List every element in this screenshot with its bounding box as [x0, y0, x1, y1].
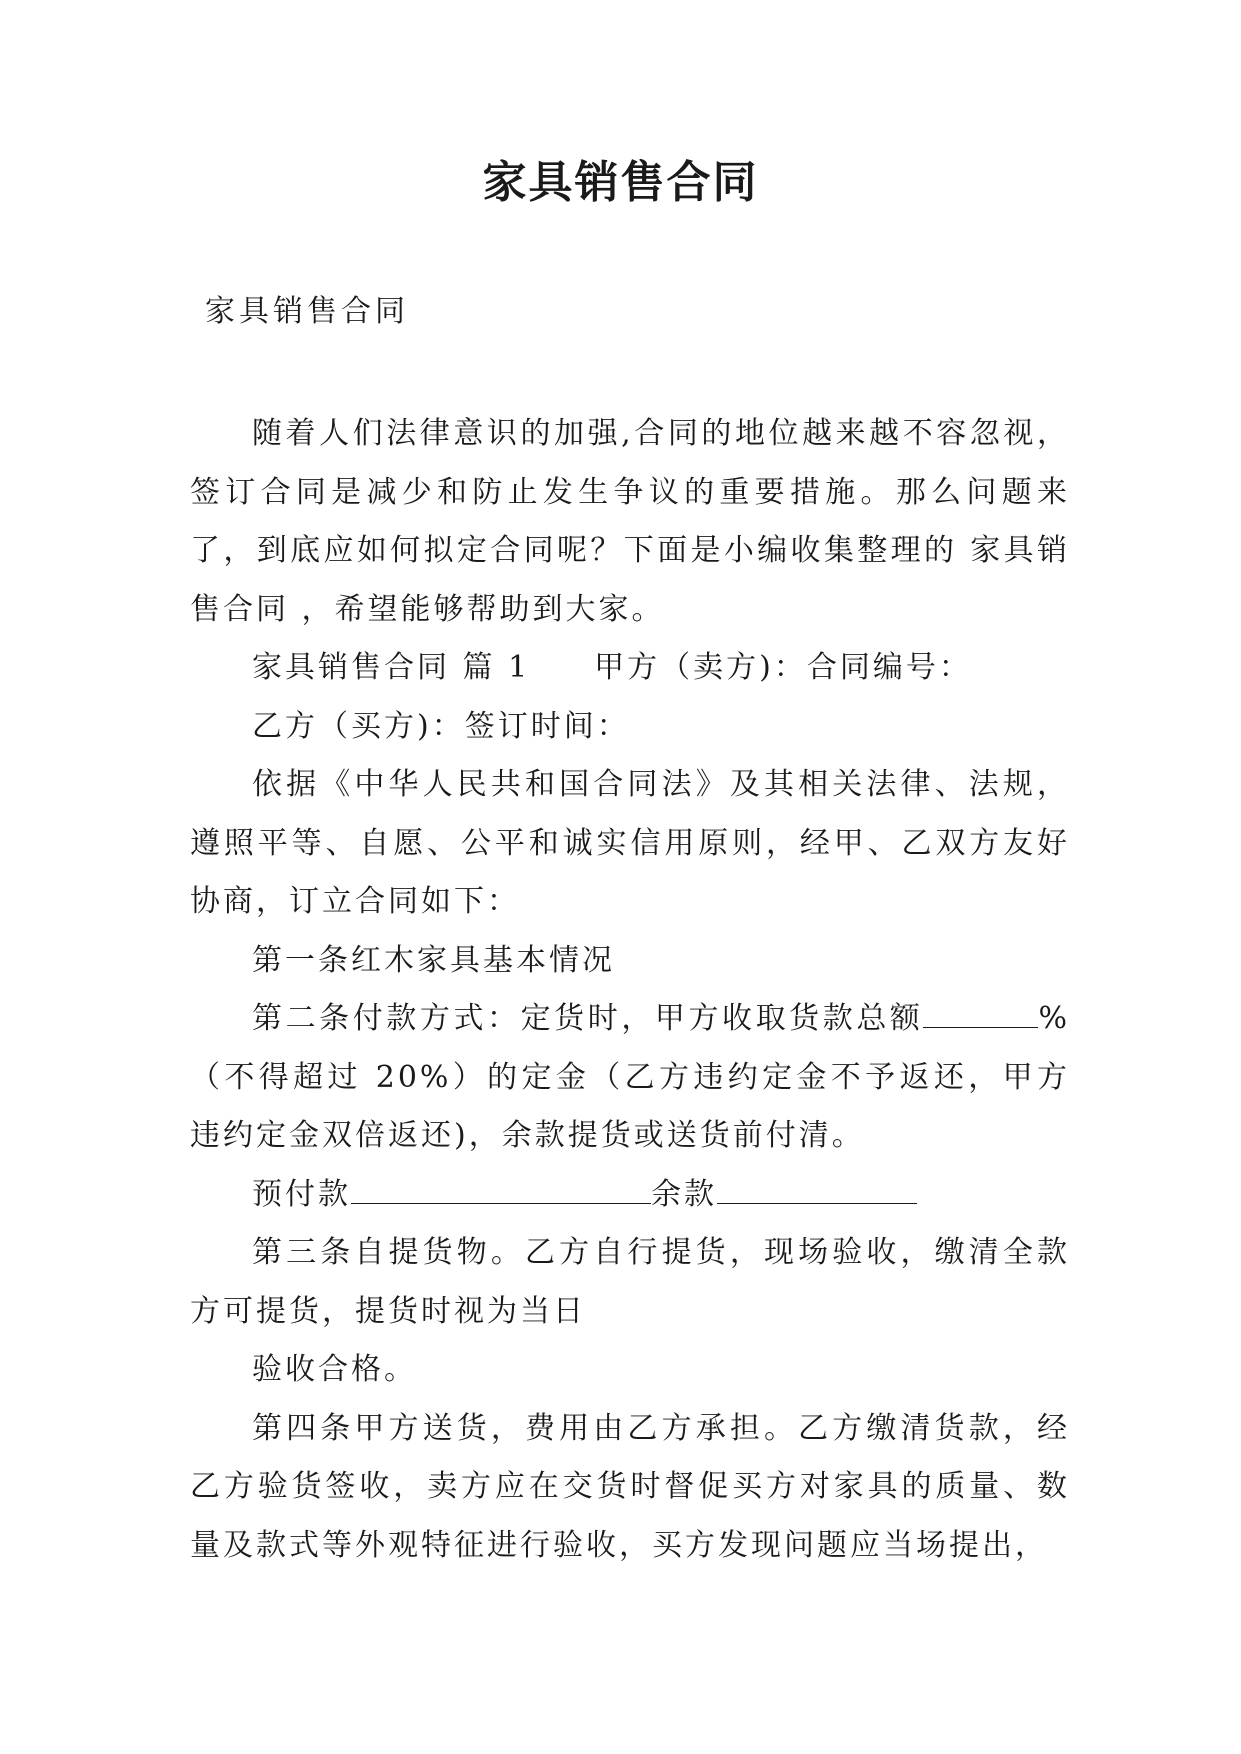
deposit-percent-blank	[923, 999, 1038, 1028]
document-subtitle: 家具销售合同	[205, 294, 409, 329]
document-body	[190, 405, 1070, 1575]
payment-line	[190, 1166, 1070, 1225]
basis-paragraph: 依据《中华人民共和国合同法》及其相关法律、法规，遵照平等、自愿、公平和诚实信用原则，经甲、乙双方友好协商，订立合同如下：	[190, 767, 1070, 919]
article-3-continued: 验收合格。	[252, 1352, 417, 1387]
article-1: 第一条红木家具基本情况	[252, 942, 615, 978]
article-3: 第三条自提货物。乙方自行提货，现场验收，缴清全款方可提货，提货时视为当日	[190, 1235, 1070, 1329]
party-b-line: 乙方（买方)：签订时间：	[252, 708, 630, 744]
section-heading: 家具销售合同 篇 1	[252, 650, 531, 685]
article-2	[190, 990, 1070, 1166]
document-title: 家具销售合同	[482, 157, 759, 208]
intro-paragraph: 随着人们法律意识的加强,合同的地位越来越不容忽视，签订合同是减少和防止发生争议的重要措施。那么问题来了，到底应如何拟定合同呢？下面是小编收集整理的 家具销售合同 ，希望能够帮助到大家。	[190, 416, 1070, 627]
prepay-label: 预付款	[252, 1176, 351, 1212]
article-2-part-a: 第二条付款方式：定货时，甲方收取货款总额	[252, 1001, 924, 1036]
party-a-line: 甲方（卖方)：合同编号：	[594, 650, 972, 685]
section-heading-line	[190, 639, 1070, 698]
article-2-part-b: %（不得超过 20%）的定金（乙方违约定金不予返还，甲方违约定金双倍返还)，余款提货或送货前付清。	[190, 1001, 1070, 1153]
balance-blank	[717, 1175, 917, 1204]
balance-label: 余款	[651, 1176, 717, 1212]
article-4: 第四条甲方送货，费用由乙方承担。乙方缴清货款，经乙方验货签收，卖方应在交货时督促买方对家具的质量、数量及款式等外观特征进行验收，买方发现问题应当场提出，	[190, 1410, 1070, 1563]
prepay-blank	[351, 1175, 651, 1204]
